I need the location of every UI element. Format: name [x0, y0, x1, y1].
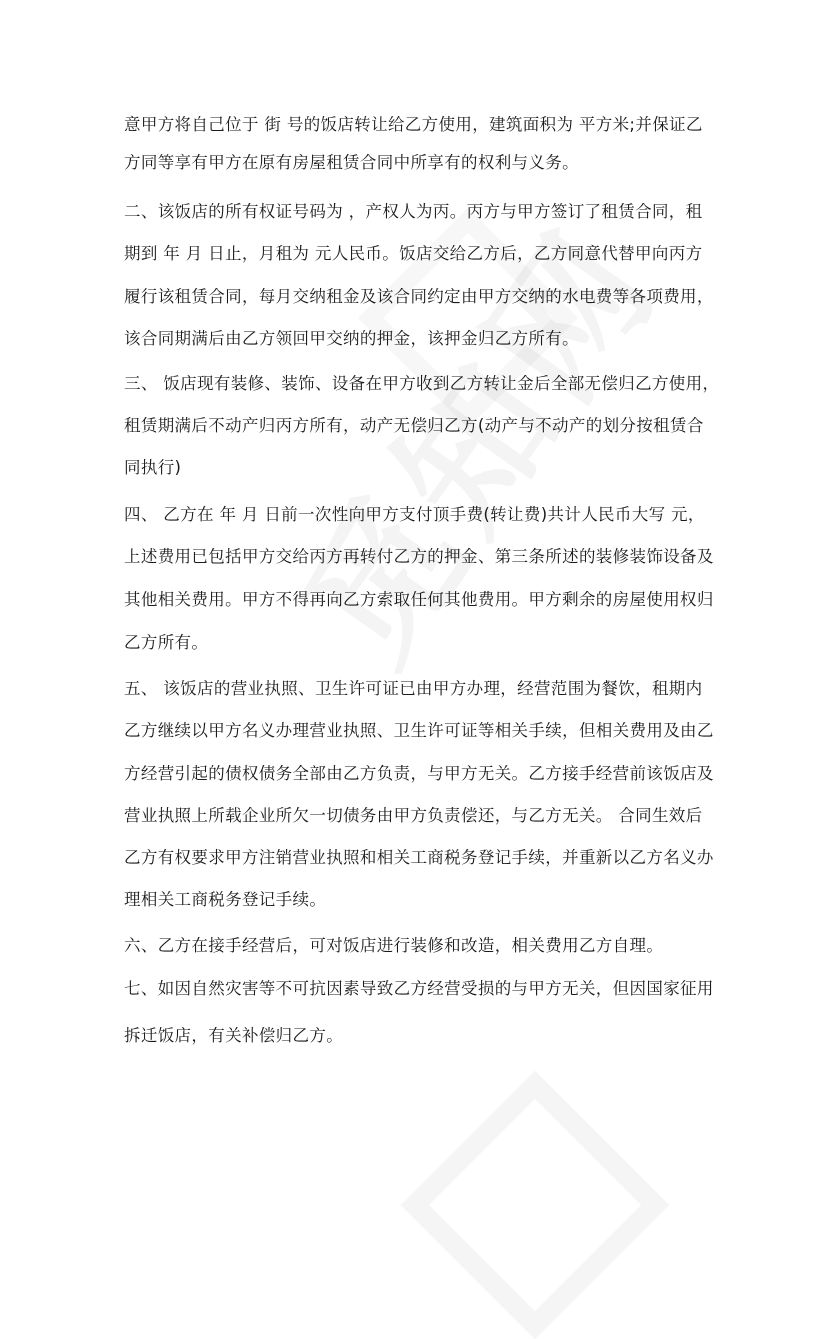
text-line: 乙方继续以甲方名义办理营业执照、卫生许可证等相关手续，但相关费用及由乙 [124, 721, 714, 740]
text-line: 同执行) [124, 458, 182, 477]
text-line: 方经营引起的债权债务全部由乙方负责，与甲方无关。乙方接手经营前该饭店及 [124, 764, 714, 783]
clause-7-line: 七、如因自然灾害等不可抗因素导致乙方经营受损的与甲方无关，但因国家征用 [124, 979, 714, 998]
clause-3-line: 三、 饭店现有装修、装饰、设备在甲方收到乙方转让金后全部无偿归乙方使用， [124, 374, 720, 393]
watermark-shape [401, 1071, 670, 1339]
text-line: 该合同期满后由乙方领回甲交纳的押金，该押金归乙方所有。 [124, 329, 579, 348]
clause-5-line: 五、 该饭店的营业执照、卫生许可证已由甲方办理，经营范围为餐饮，租期内 [124, 679, 703, 698]
clause-6-line: 六、乙方在接手经营后，可对饭店进行装修和改造，相关费用乙方自理。 [124, 936, 664, 955]
text-line: 拆迁饭店，有关补偿归乙方。 [124, 1026, 344, 1045]
text-line: 意甲方将自己位于 街 号的饭店转让给乙方使用，建筑面积为 平方米;并保证乙 [124, 115, 703, 134]
text-line: 理相关工商税务登记手续。 [124, 890, 327, 909]
clause-4-line: 四、 乙方在 年 月 日前一次性向甲方支付顶手费(转让费)共计人民币大写 元， [124, 505, 705, 524]
text-line: 履行该租赁合同，每月交纳租金及该合同约定由甲方交纳的水电费等各项费用， [124, 287, 714, 306]
text-line: 乙方所有。 [124, 633, 209, 652]
watermark-shape [358, 208, 579, 429]
text-line: 上述费用已包括甲方交给丙方再转付乙方的押金、第三条所述的装修装饰设备及 [124, 547, 714, 566]
text-line: 租赁期满后不动产归丙方所有，动产无偿归乙方(动产与不动产的划分按租赁合 [124, 416, 704, 435]
clause-2-line: 二、该饭店的所有权证号码为 ，产权人为丙。丙方与甲方签订了租赁合同，租 [124, 202, 703, 221]
text-line: 期到 年 月 日止，月租为 元人民币。饭店交给乙方后，乙方同意代替甲向丙方 [124, 244, 703, 263]
text-line: 方同等享有甲方在原有房屋租赁合同中所享有的权利与义务。 [124, 153, 579, 172]
text-line: 其他相关费用。甲方不得再向乙方索取任何其他费用。甲方剩余的房屋使用权归 [124, 590, 714, 609]
text-line: 营业执照上所载企业所欠一切债务由甲方负责偿还，与乙方无关。 合同生效后 [124, 806, 703, 825]
text-line: 乙方有权要求甲方注销营业执照和相关工商税务登记手续，并重新以乙方名义办 [124, 848, 714, 867]
